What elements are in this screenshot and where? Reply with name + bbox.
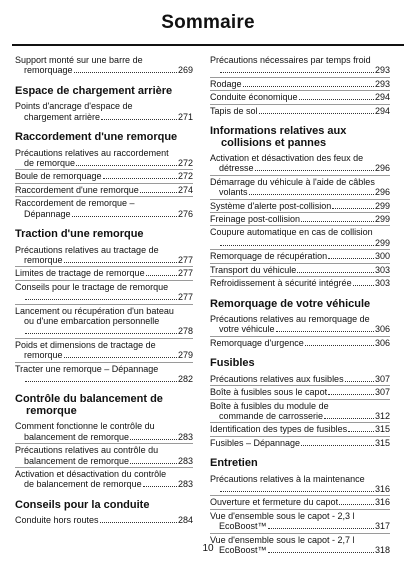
dot-leader — [348, 431, 374, 432]
toc-page-number: 303 — [374, 278, 390, 289]
title-divider — [12, 44, 404, 46]
dot-leader — [100, 522, 177, 523]
toc-entry-text: Identification des types de fusibles — [210, 424, 348, 435]
dot-leader — [249, 194, 374, 195]
toc-entry-text: Boîte à fusibles du module de — [210, 400, 329, 411]
dot-leader — [268, 528, 374, 529]
entry-divider — [210, 422, 390, 423]
section-heading-text: Conseils pour la conduite — [15, 498, 150, 511]
page-title: Sommaire — [161, 12, 255, 33]
dot-leader — [101, 119, 177, 120]
entry-divider — [210, 263, 390, 264]
toc-entry[interactable] — [15, 282, 193, 303]
toc-entry-text: de balancement de remorque — [24, 479, 142, 490]
toc-entry-text: Vue d'ensemble sous le capot - 2,3 l — [210, 510, 355, 521]
toc-entry[interactable] — [15, 340, 193, 361]
toc-entry[interactable] — [210, 338, 390, 348]
dot-leader — [301, 221, 374, 222]
section-heading — [210, 299, 390, 311]
toc-entry-text: commande de carrosserie — [219, 410, 324, 421]
toc-entry-text: Points d'ancrage d'espace de — [15, 101, 133, 112]
toc-entry[interactable] — [210, 55, 390, 76]
entry-divider — [210, 495, 390, 496]
toc-page-number: 279 — [177, 350, 193, 361]
toc-page-number: 307 — [374, 373, 390, 384]
toc-entry[interactable] — [210, 106, 390, 116]
toc-entry[interactable] — [210, 387, 390, 397]
toc-page-number: 306 — [374, 324, 390, 335]
dot-leader — [305, 345, 374, 346]
toc-page-number: 318 — [374, 545, 390, 556]
toc-entry-text: Système d'alerte post-collision — [210, 200, 332, 211]
toc-entry[interactable] — [210, 153, 390, 174]
toc-page-number: 283 — [177, 455, 193, 466]
entry-divider — [15, 183, 193, 184]
toc-entry-text: remorquage — [24, 65, 73, 76]
dot-leader — [353, 285, 374, 286]
page-number: 10 — [202, 543, 214, 554]
toc-page-number: 277 — [177, 254, 193, 265]
dot-leader — [220, 245, 374, 246]
dot-leader — [74, 72, 177, 73]
entry-divider — [210, 399, 390, 400]
entry-divider — [210, 336, 390, 337]
dot-leader — [339, 504, 374, 505]
toc-page-number: 278 — [177, 326, 193, 337]
entry-divider — [210, 104, 390, 105]
toc-page-number: 293 — [374, 65, 390, 76]
toc-entry-text: Tapis de sol — [210, 105, 258, 116]
toc-entry-text: Ouverture et fermeture du capot — [210, 497, 339, 508]
toc-entry-text: Conduite hors routes — [15, 515, 99, 526]
toc-page-number: 299 — [374, 200, 390, 211]
entry-divider — [210, 212, 390, 213]
toc-entry-text: Précautions relatives aux fusibles — [210, 373, 344, 384]
entry-divider — [15, 280, 193, 281]
dot-leader — [103, 178, 177, 179]
entry-divider — [15, 443, 193, 444]
toc-entry-text: EcoBoost™ — [219, 545, 267, 556]
toc-entry[interactable] — [15, 364, 193, 385]
toc-entry[interactable] — [210, 251, 390, 261]
toc-page-number: 296 — [374, 187, 390, 198]
toc-entry-text: Précautions relatives à la maintenance — [210, 473, 365, 484]
entry-divider — [15, 467, 193, 468]
dot-leader — [146, 275, 177, 276]
toc-entry-text: Dépannage — [24, 208, 71, 219]
dot-leader — [25, 299, 177, 300]
toc-entry[interactable] — [210, 511, 390, 532]
toc-page-number: 300 — [374, 251, 390, 262]
dot-leader — [255, 170, 374, 171]
toc-entry-text: ou d'une embarcation personnelle — [24, 316, 160, 326]
dot-leader — [297, 272, 374, 273]
dot-leader — [64, 262, 177, 263]
dot-leader — [332, 208, 374, 209]
entry-divider — [210, 276, 390, 277]
dot-leader — [76, 165, 177, 166]
toc-entry-text: Précautions relatives au contrôle du — [15, 445, 159, 456]
entry-divider — [210, 385, 390, 386]
toc-page-number: 294 — [374, 92, 390, 103]
toc-entry[interactable] — [210, 424, 390, 434]
toc-entry-text: Activation et désactivation du contrôle — [15, 469, 167, 480]
section-heading — [15, 86, 193, 98]
toc-entry-text: Boule de remorquage — [15, 171, 102, 182]
toc-entry-text: chargement arrière — [24, 111, 101, 122]
toc-page-number: 283 — [177, 479, 193, 490]
toc-entry-text: Démarrage du véhicule à l'aide de câbles — [210, 176, 375, 187]
toc-entry[interactable] — [210, 474, 390, 495]
dot-leader — [72, 216, 177, 217]
entry-divider — [15, 196, 193, 197]
section-heading — [210, 358, 390, 370]
toc-entry[interactable] — [210, 92, 390, 102]
toc-page-number: 277 — [177, 268, 193, 279]
toc-entry-text: Lancement ou récupération d'un bateau — [15, 305, 174, 316]
toc-entry[interactable] — [15, 101, 193, 122]
entry-divider — [15, 304, 193, 305]
toc-entry[interactable] — [15, 268, 193, 278]
section-heading-text: Remorquage de votre véhicule — [210, 297, 371, 310]
section-heading-text: Fusibles — [210, 357, 255, 370]
toc-entry-text: Fusibles – Dépannage — [210, 437, 301, 448]
toc-entry-text: Freinage post-collision — [210, 214, 301, 225]
toc-entry-text: Tracter une remorque – Dépannage — [15, 363, 159, 374]
toc-entry-text: de remorque — [24, 158, 76, 169]
entry-divider — [210, 175, 390, 176]
section-heading-text: Traction d'une remorque — [15, 228, 144, 241]
entry-divider — [210, 436, 390, 437]
toc-page-number: 272 — [177, 171, 193, 182]
toc-entry-text: Remorquage de récupération — [210, 251, 328, 262]
toc-entry-text: détresse — [219, 163, 254, 174]
toc-entry-text: Précautions relatives au remorquage de — [210, 314, 370, 324]
toc-entry-text: volants — [219, 187, 248, 198]
toc-page-number: 283 — [177, 431, 193, 442]
toc-entry-text: remorque — [24, 350, 63, 361]
dot-leader — [328, 258, 374, 259]
section-heading-text: remorque — [26, 404, 77, 417]
dot-leader — [324, 418, 374, 419]
toc-entry[interactable] — [210, 401, 390, 422]
toc-entry[interactable] — [210, 177, 390, 198]
toc-entry[interactable] — [210, 278, 390, 288]
toc-page-number: 282 — [177, 374, 193, 385]
section-heading — [210, 126, 390, 149]
toc-entry[interactable] — [15, 445, 193, 466]
section-heading-text: Raccordement d'une remorque — [15, 131, 178, 144]
toc-page-number: 312 — [374, 410, 390, 421]
toc-entry-text: Coupure automatique en cas de collision — [210, 227, 373, 238]
entry-divider — [210, 509, 390, 510]
toc-entry[interactable] — [210, 314, 390, 335]
dot-leader — [259, 113, 374, 114]
toc-entry-text: Refroidissement à sécurité intégrée — [210, 278, 352, 289]
toc-entry[interactable] — [15, 306, 193, 337]
toc-entry[interactable] — [210, 79, 390, 89]
section-heading — [15, 394, 193, 417]
toc-left-column — [15, 55, 193, 526]
toc-entry[interactable] — [15, 245, 193, 266]
entry-divider — [210, 533, 390, 534]
toc-page-number: 299 — [374, 237, 390, 248]
toc-entry-text: Remorquage d'urgence — [210, 337, 304, 348]
toc-entry[interactable] — [15, 185, 193, 195]
toc-page-number: 315 — [374, 437, 390, 448]
toc-page-number: 316 — [374, 484, 390, 495]
toc-page-number: 274 — [177, 184, 193, 195]
section-heading-text: Espace de chargement arrière — [15, 84, 173, 97]
toc-page-number: 294 — [374, 105, 390, 116]
toc-entry-text: Rodage — [210, 78, 242, 89]
dot-leader — [301, 445, 374, 446]
toc-page-number: 317 — [374, 521, 390, 532]
toc-entry-text: balancement de remorque — [24, 455, 130, 466]
dot-leader — [64, 357, 177, 358]
toc-page-number: 271 — [177, 111, 193, 122]
section-heading-text: Entretien — [210, 457, 258, 470]
toc-entry-text: Conseils pour le tractage de remorque — [15, 281, 169, 292]
toc-entry-text: Vue d'ensemble sous le capot - 2,7 l — [210, 534, 355, 545]
section-heading — [15, 229, 193, 241]
toc-entry-text: Poids et dimensions de tractage de — [15, 339, 156, 350]
toc-entry[interactable] — [210, 265, 390, 275]
toc-page-number: 315 — [374, 424, 390, 435]
dot-leader — [130, 463, 177, 464]
toc-entry[interactable] — [15, 171, 193, 181]
toc-right-column — [210, 55, 390, 556]
dot-leader — [143, 486, 177, 487]
toc-entry[interactable] — [15, 469, 193, 490]
toc-entry-text: votre véhicule — [219, 324, 275, 335]
toc-entry[interactable] — [210, 438, 390, 448]
toc-page-number: 303 — [374, 264, 390, 275]
entry-divider — [210, 225, 390, 226]
section-heading-text: Informations relatives aux — [210, 125, 347, 138]
toc-page-number: 293 — [374, 78, 390, 89]
toc-page-number: 277 — [177, 292, 193, 303]
entry-divider — [210, 90, 390, 91]
section-heading-text: Contrôle du balancement de — [15, 393, 163, 406]
entry-divider — [210, 249, 390, 250]
dot-leader — [140, 192, 177, 193]
dot-leader — [276, 331, 374, 332]
toc-page-number: 307 — [374, 387, 390, 398]
toc-entry-text: Support monté sur une barre de — [15, 55, 143, 65]
toc-entry[interactable] — [210, 227, 390, 248]
section-heading — [15, 132, 193, 144]
dot-leader — [220, 72, 374, 73]
toc-page-number: 284 — [177, 515, 193, 526]
toc-entry-text: Raccordement de remorque – — [15, 198, 135, 209]
toc-entry-text: Comment fonctionne le contrôle du — [15, 421, 155, 432]
toc-entry[interactable] — [210, 201, 390, 211]
toc-entry[interactable] — [15, 421, 193, 442]
toc-entry-text: Précautions relatives au raccordement — [15, 147, 169, 158]
toc-entry-text: Limites de tractage de remorque — [15, 268, 145, 279]
entry-divider — [15, 362, 193, 363]
toc-entry-text: Activation et désactivation des feux de — [210, 153, 364, 164]
dot-leader — [25, 381, 177, 382]
entry-divider — [15, 169, 193, 170]
toc-entry-text: EcoBoost™ — [219, 521, 267, 532]
toc-entry-text: Raccordement d'une remorque — [15, 184, 139, 195]
toc-entry-text: remorque — [24, 254, 63, 265]
toc-entry[interactable] — [210, 374, 390, 384]
dot-leader — [345, 381, 374, 382]
entry-divider — [15, 338, 193, 339]
toc-entry-text: Précautions relatives au tractage de — [15, 244, 159, 255]
dot-leader — [25, 333, 177, 334]
toc-entry[interactable] — [15, 198, 193, 219]
dot-leader — [130, 439, 177, 440]
dot-leader — [243, 86, 374, 87]
entry-divider — [15, 266, 193, 267]
toc-entry[interactable] — [210, 497, 390, 507]
entry-divider — [210, 199, 390, 200]
toc-page-number: 306 — [374, 337, 390, 348]
dot-leader — [299, 99, 374, 100]
toc-entry[interactable] — [15, 148, 193, 169]
toc-entry[interactable] — [15, 55, 193, 76]
toc-entry[interactable] — [15, 515, 193, 525]
toc-entry-text: Conduite économique — [210, 92, 298, 103]
toc-entry-text: balancement de remorque — [24, 431, 130, 442]
toc-entry-text: Boîte à fusibles sous le capot — [210, 387, 328, 398]
toc-page-number: 316 — [374, 497, 390, 508]
toc-entry[interactable] — [210, 214, 390, 224]
toc-entry-text: Précautions nécessaires par temps froid — [210, 55, 371, 65]
entry-divider — [210, 77, 390, 78]
toc-entry-text: Transport du véhicule — [210, 264, 297, 275]
toc-page-number: 296 — [374, 163, 390, 174]
section-heading — [210, 458, 390, 470]
toc-page-number: 272 — [177, 158, 193, 169]
toc-page-number: 299 — [374, 214, 390, 225]
section-heading-text: collisions et pannes — [221, 136, 327, 149]
dot-leader — [220, 491, 374, 492]
toc-page-number: 269 — [177, 65, 193, 76]
toc-page-number: 276 — [177, 208, 193, 219]
section-heading — [15, 500, 193, 512]
dot-leader — [328, 394, 374, 395]
